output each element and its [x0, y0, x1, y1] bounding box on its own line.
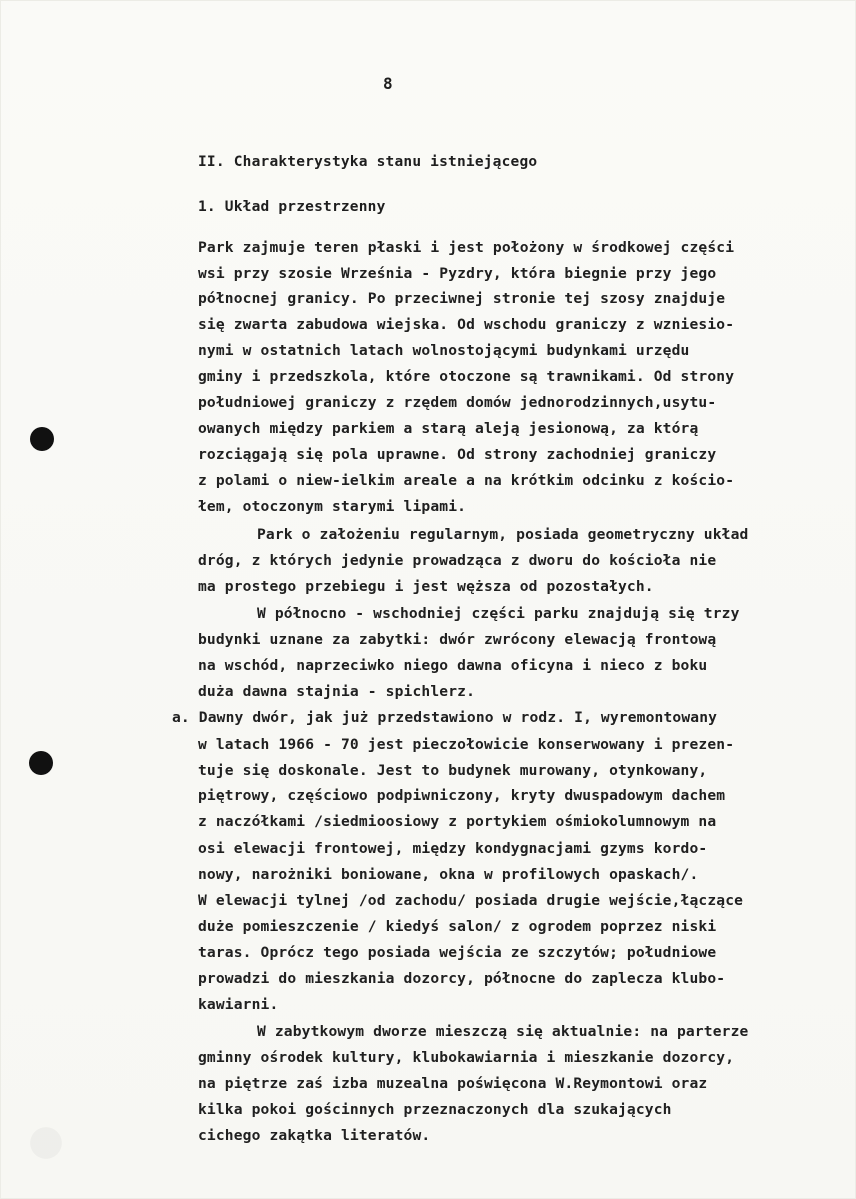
text-line: w latach 1966 - 70 jest pieczołowicie konserwowany i prezen-	[198, 736, 735, 753]
text-line: nowy, narożniki boniowane, okna w profilowych opaskach/.	[198, 866, 699, 883]
punch-hole	[30, 427, 54, 451]
text-line: kawiarni.	[198, 996, 279, 1013]
text-line: kilka pokoi gościnnych przeznaczonych dla szukających	[198, 1101, 672, 1118]
text-line: południowej graniczy z rzędem domów jednorodzinnych,usytu-	[198, 394, 717, 411]
text-line: tuje się doskonale. Jest to budynek murowany, otynkowany,	[198, 762, 708, 779]
text-line: a. Dawny dwór, jak już przedstawiono w rodz. I, wyremontowany	[172, 709, 718, 726]
faint-stamp	[16, 1118, 76, 1168]
text-line: gminny ośrodek kultury, klubokawiarnia i mieszkanie dozorcy,	[198, 1049, 735, 1066]
subsection-heading: 1. Układ przestrzenny	[198, 199, 386, 215]
text-line: się zwarta zabudowa wiejska. Od wschodu graniczy z wzniesio-	[198, 316, 735, 333]
text-line: osi elewacji frontowej, między kondygnacjami gzyms kordo-	[198, 840, 708, 857]
text-line: z polami o niew-ielkim areale a na krótkim odcinku z kościo-	[198, 472, 735, 489]
text-line: na wschód, naprzeciwko niego dawna oficyna i nieco z boku	[198, 657, 708, 674]
text-line: z naczółkami /siedmioosiowy z portykiem ośmiokolumnowym na	[198, 813, 717, 830]
text-line: Park zajmuje teren płaski i jest położony w środkowej części	[198, 239, 735, 256]
text-line: taras. Oprócz tego posiada wejścia ze szczytów; południowe	[198, 944, 717, 961]
text-line: na piętrze zaś izba muzealna poświęcona W.Reymontowi oraz	[198, 1075, 708, 1092]
text-line: piętrowy, częściowo podpiwniczony, kryty dwuspadowym dachem	[198, 787, 726, 804]
text-line: ma prostego przebiegu i jest węższa od pozostałych.	[198, 578, 654, 595]
text-line: Park o założeniu regularnym, posiada geometryczny układ	[257, 526, 749, 543]
text-line: północnej granicy. Po przeciwnej stronie tej szosy znajduje	[198, 290, 726, 307]
text-line: duże pomieszczenie / kiedyś salon/ z ogrodem poprzez niski	[198, 918, 717, 935]
section-heading: II. Charakterystyka stanu istniejącego	[198, 154, 538, 170]
text-line: dróg, z których jedynie prowadząca z dworu do kościoła nie	[198, 552, 717, 569]
text-line: rozciągają się pola uprawne. Od strony zachodniej graniczy	[198, 446, 717, 463]
page-number: 8	[383, 74, 393, 93]
text-line: wsi przy szosie Września - Pyzdry, która biegnie przy jego	[198, 265, 717, 282]
text-line: W elewacji tylnej /od zachodu/ posiada drugie wejście,łączące	[198, 892, 744, 909]
text-line: cichego zakątka literatów.	[198, 1127, 431, 1144]
text-line: gminy i przedszkola, które otoczone są trawnikami. Od strony	[198, 368, 735, 385]
punch-hole	[29, 751, 53, 775]
text-line: nymi w ostatnich latach wolnostojącymi budynkami urzędu	[198, 342, 690, 359]
text-line: łem, otoczonym starymi lipami.	[198, 498, 467, 515]
text-line: owanych między parkiem a starą aleją jesionową, za którą	[198, 420, 699, 437]
text-line: W północno - wschodniej części parku znajdują się trzy	[257, 605, 740, 622]
text-line: budynki uznane za zabytki: dwór zwrócony elewacją frontową	[198, 631, 717, 648]
text-line: prowadzi do mieszkania dozorcy, północne do zaplecza klubo-	[198, 970, 726, 987]
text-line: duża dawna stajnia - spichlerz.	[198, 683, 476, 700]
text-line: W zabytkowym dworze mieszczą się aktualnie: na parterze	[257, 1023, 749, 1040]
